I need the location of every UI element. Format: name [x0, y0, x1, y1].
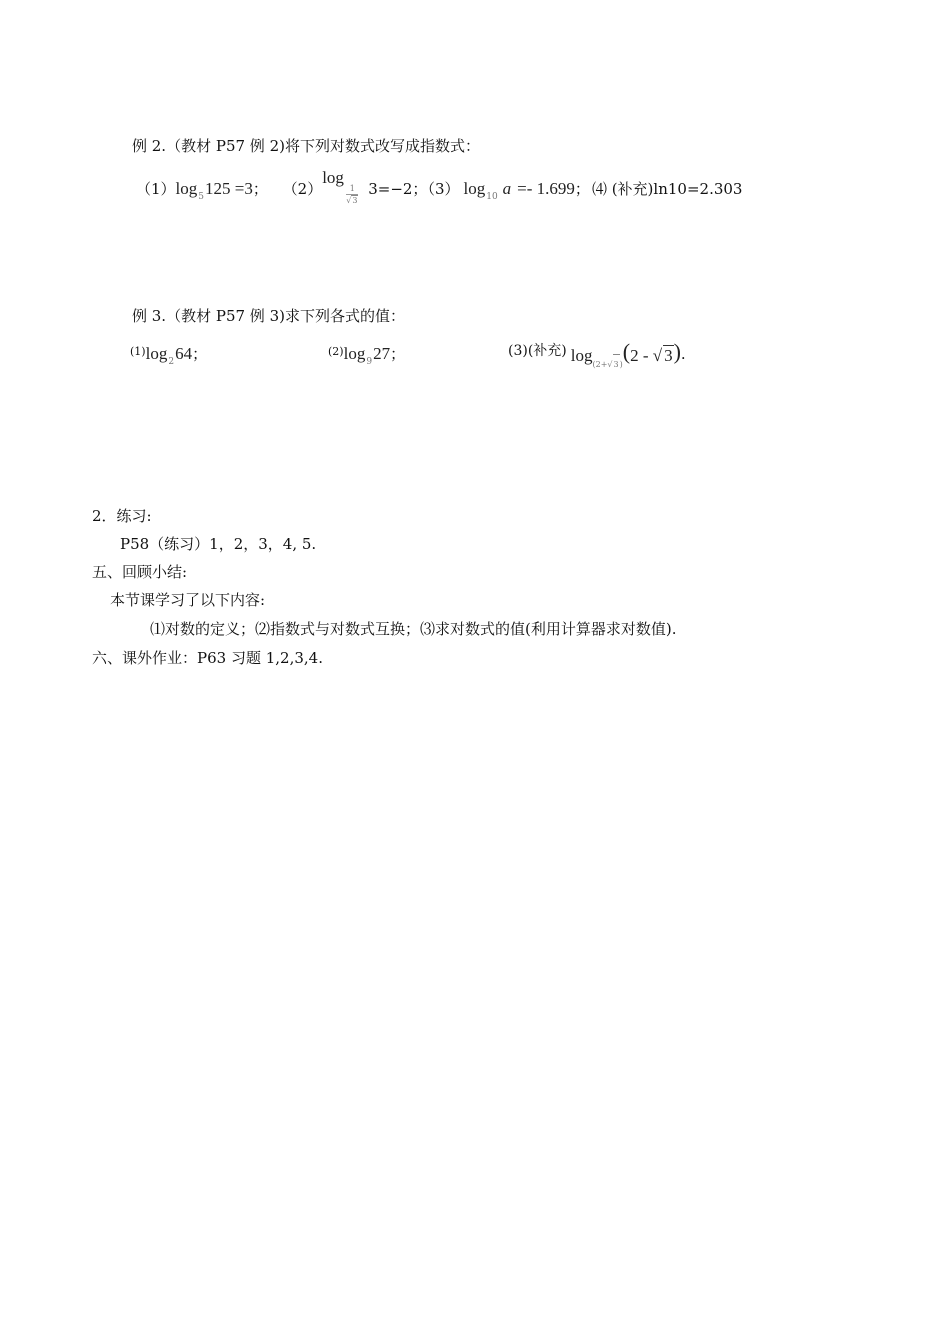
example3-item1-sep: ；	[192, 345, 208, 363]
example2-item3-rest: =- 1.699	[517, 179, 575, 198]
example2-heading: 例 2.（教材 P57 例 2)将下列对数式改写成指数式：	[132, 137, 480, 155]
example3-item3-base-a: (2+	[592, 360, 608, 369]
example3-item1-rest: 64	[175, 344, 193, 363]
practice-content: P58（练习）1，2，3，4, 5.	[120, 535, 317, 553]
example3-item3-end: .	[680, 345, 686, 363]
review-intro: 本节课学习了以下内容:	[110, 591, 266, 609]
example2-item4: ⑷ (补充)ln10=2.303	[591, 180, 743, 198]
example3-item1-log: log	[145, 344, 168, 363]
example2-item1-rest: 125 =3	[205, 179, 253, 198]
example2-item2-base-num: 1	[349, 184, 355, 193]
review-heading: 五、回顾小结:	[92, 563, 188, 581]
example3-item3-base: (2+√3)	[593, 360, 623, 369]
example3-item3-arg-a: 2 -	[630, 346, 653, 365]
example2-item1-log: log	[175, 179, 198, 198]
example3-item2-log: log	[343, 344, 366, 363]
homework-text: 六、课外作业：P63 习题 1,2,3,4.	[92, 649, 323, 667]
example3-item1-label: (1)	[130, 345, 146, 358]
example2-item2-log-group	[322, 168, 368, 205]
example2-item3-base: 10	[486, 192, 498, 202]
example3-item3-arg-b: 3	[664, 346, 673, 365]
example3-item2-base: 9	[366, 357, 373, 367]
example3-heading: 例 3.（教材 P57 例 3)求下列各式的值：	[132, 307, 405, 325]
example2-item1-base: 5	[198, 192, 205, 202]
example3-item1-base: 2	[168, 357, 175, 367]
example3-item3-label: (3)(补充)	[508, 343, 567, 359]
example2-item3-sep: ；	[574, 180, 590, 198]
example2-item2-rest: 3=−2；	[368, 180, 428, 198]
example2-item3-var: a	[502, 179, 512, 198]
example3-item3	[508, 339, 686, 369]
example2-item1-sep: ；	[252, 180, 268, 198]
example2-item2-log: log	[322, 168, 344, 187]
example2-item3-label: （3）	[427, 180, 460, 198]
example3-item3-arg-open: (	[622, 339, 631, 364]
review-content: ⑴对数的定义；⑵指数式与对数式互换；⑶求对数式的值(利用计算器求对数值).	[150, 620, 677, 638]
practice-heading: 2．练习:	[92, 507, 152, 525]
example3-item2-sep: ；	[390, 345, 406, 363]
example2-item2-label: （2）	[282, 180, 323, 198]
example2-item2-base-den: 3	[352, 196, 358, 205]
example3-item3-arg-close: )	[673, 339, 681, 364]
example3-item3-base-b: 3	[613, 354, 620, 375]
example3-item2	[328, 344, 405, 367]
sqrt-symbol: √	[652, 346, 663, 365]
example2-items	[136, 168, 743, 214]
example3-item2-rest: 27	[373, 344, 391, 363]
example2-item3-log: log	[463, 179, 486, 198]
example2-item2-base-fraction	[346, 184, 358, 206]
example3-item1	[130, 344, 207, 367]
example3-item2-label: (2)	[328, 345, 344, 358]
example2-item1-label: （1）	[136, 180, 176, 198]
example3-item3-log: log	[570, 346, 593, 365]
example3-item3-base-c: )	[619, 360, 623, 369]
example2-item2-base-den-wrap: √3	[346, 196, 358, 205]
